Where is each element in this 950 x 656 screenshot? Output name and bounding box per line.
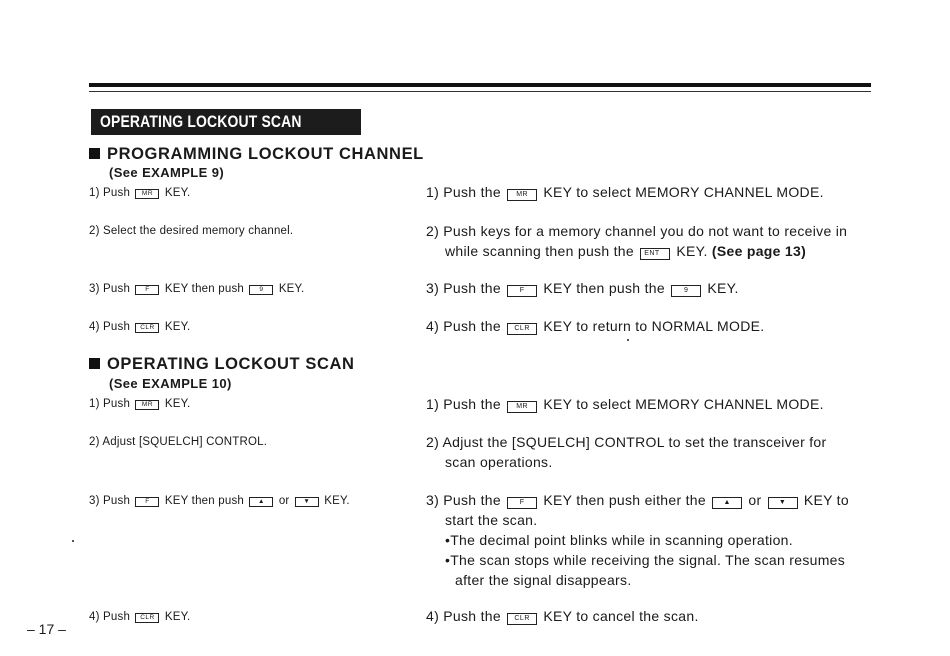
step-text: Push the [443,608,501,624]
clr-key-icon: CLR [135,323,159,333]
right-step-1 [426,394,870,414]
step-text: KEY to return to NORMAL MODE. [543,318,765,334]
scan-speck [627,339,629,341]
step-text: Push [103,283,131,295]
step-number: 2) [89,436,100,448]
step-text: scan operations. [445,454,553,470]
page-number: – 17 – [27,621,66,637]
step-number: 2) [426,223,440,239]
right-step-1 [426,182,870,202]
page-reference: (See page 13) [711,243,807,259]
step-text: Adjust [SQUELCH] CONTROL. [102,436,268,448]
right-step-4 [426,606,870,626]
step-text: or [748,492,762,508]
square-bullet-icon [89,358,100,369]
down-arrow-key-icon: ▼ [295,497,319,507]
step-text: KEY to [803,492,849,508]
left-step-4 [89,321,190,333]
section-title-text: PROGRAMMING LOCKOUT CHANNEL [107,145,424,163]
step-text: KEY. [164,611,191,623]
step-number: 3) [89,495,100,507]
step-text: KEY. [278,283,305,295]
left-step-1 [89,398,190,410]
bullet-note: •The decimal point blinks while in scanning operation. [445,532,793,548]
step-text: KEY to select MEMORY CHANNEL MODE. [543,184,824,200]
step-number: 1) [426,396,440,412]
step-text: KEY then push the [543,280,665,296]
step-number: 1) [426,184,440,200]
ent-key-icon: ENT [640,248,670,260]
mr-key-icon: MR [135,189,159,199]
mr-key-icon: MR [507,189,537,201]
step-text: Push [103,611,131,623]
up-arrow-key-icon: ▲ [712,497,742,509]
step-number: 3) [426,280,440,296]
f-key-icon: F [135,285,159,295]
scan-speck [72,540,74,542]
step-text: KEY. [707,280,739,296]
left-step-4 [89,611,190,623]
right-step-2 [426,221,870,261]
step-text: KEY. [164,187,191,199]
step-text: Push the [443,492,501,508]
f-key-icon: F [135,497,159,507]
section-programming-title [89,145,424,164]
see-example-ref: (See EXAMPLE 10) [109,376,232,391]
step-text: KEY. [164,398,191,410]
top-rule-thin [89,91,871,92]
section-title-text: OPERATING LOCKOUT SCAN [107,355,355,373]
step-text: Select the desired memory channel. [103,225,294,237]
left-step-3 [89,283,304,295]
step-number: 4) [89,611,100,623]
clr-key-icon: CLR [507,323,537,335]
step-text: Push the [443,280,501,296]
step-text: KEY. [164,321,191,333]
step-text: Push [103,398,131,410]
up-arrow-key-icon: ▲ [249,497,273,507]
step-number: 1) [89,187,100,199]
left-step-2 [89,225,293,237]
step-number: 2) [426,434,440,450]
page-banner [91,109,361,135]
step-text: KEY. [676,243,708,259]
step-text: Push [103,187,131,199]
bullet-note-cont: after the signal disappears. [455,572,632,588]
right-step-2 [426,432,870,472]
step-text: KEY then push [164,495,244,507]
f-key-icon: F [507,497,537,509]
banner-text: OPERATING LOCKOUT SCAN [100,112,302,131]
step-number: 3) [89,283,100,295]
step-number: 4) [426,608,440,624]
right-step-3 [426,490,870,590]
step-text: Push [103,495,131,507]
mr-key-icon: MR [507,401,537,413]
step-text: KEY then push [164,283,244,295]
clr-key-icon: CLR [135,613,159,623]
right-step-3 [426,278,870,298]
right-step-4 [426,316,870,336]
step-text: start the scan. [445,512,538,528]
step-number: 2) [89,225,100,237]
down-arrow-key-icon: ▼ [768,497,798,509]
step-number: 3) [426,492,440,508]
left-step-3 [89,495,350,507]
square-bullet-icon [89,148,100,159]
nine-key-icon: 9 [671,285,701,297]
step-text: Push the [443,396,501,412]
step-text: Push [103,321,131,333]
step-text: KEY to cancel the scan. [543,608,699,624]
see-example-ref: (See EXAMPLE 9) [109,165,225,180]
bullet-note: •The scan stops while receiving the signal. The scan resumes [445,552,846,568]
f-key-icon: F [507,285,537,297]
mr-key-icon: MR [135,400,159,410]
step-text: Adjust the [SQUELCH] CONTROL to set the transceiver for [442,434,827,450]
step-text: KEY then push either the [543,492,706,508]
step-text: Push keys for a memory channel you do not want to receive in [443,223,848,239]
step-text: Push the [443,184,501,200]
step-number: 4) [426,318,440,334]
step-text: while scanning then push the [445,243,634,259]
step-text: KEY. [324,495,350,507]
nine-key-icon: 9 [249,285,273,295]
step-number: 4) [89,321,100,333]
step-text: or [278,495,290,507]
left-step-2 [89,436,267,448]
top-rule-thick [89,83,871,87]
left-step-1 [89,187,190,199]
clr-key-icon: CLR [507,613,537,625]
section-operating-title [89,355,355,374]
step-number: 1) [89,398,100,410]
step-text: Push the [443,318,501,334]
step-text: KEY to select MEMORY CHANNEL MODE. [543,396,824,412]
